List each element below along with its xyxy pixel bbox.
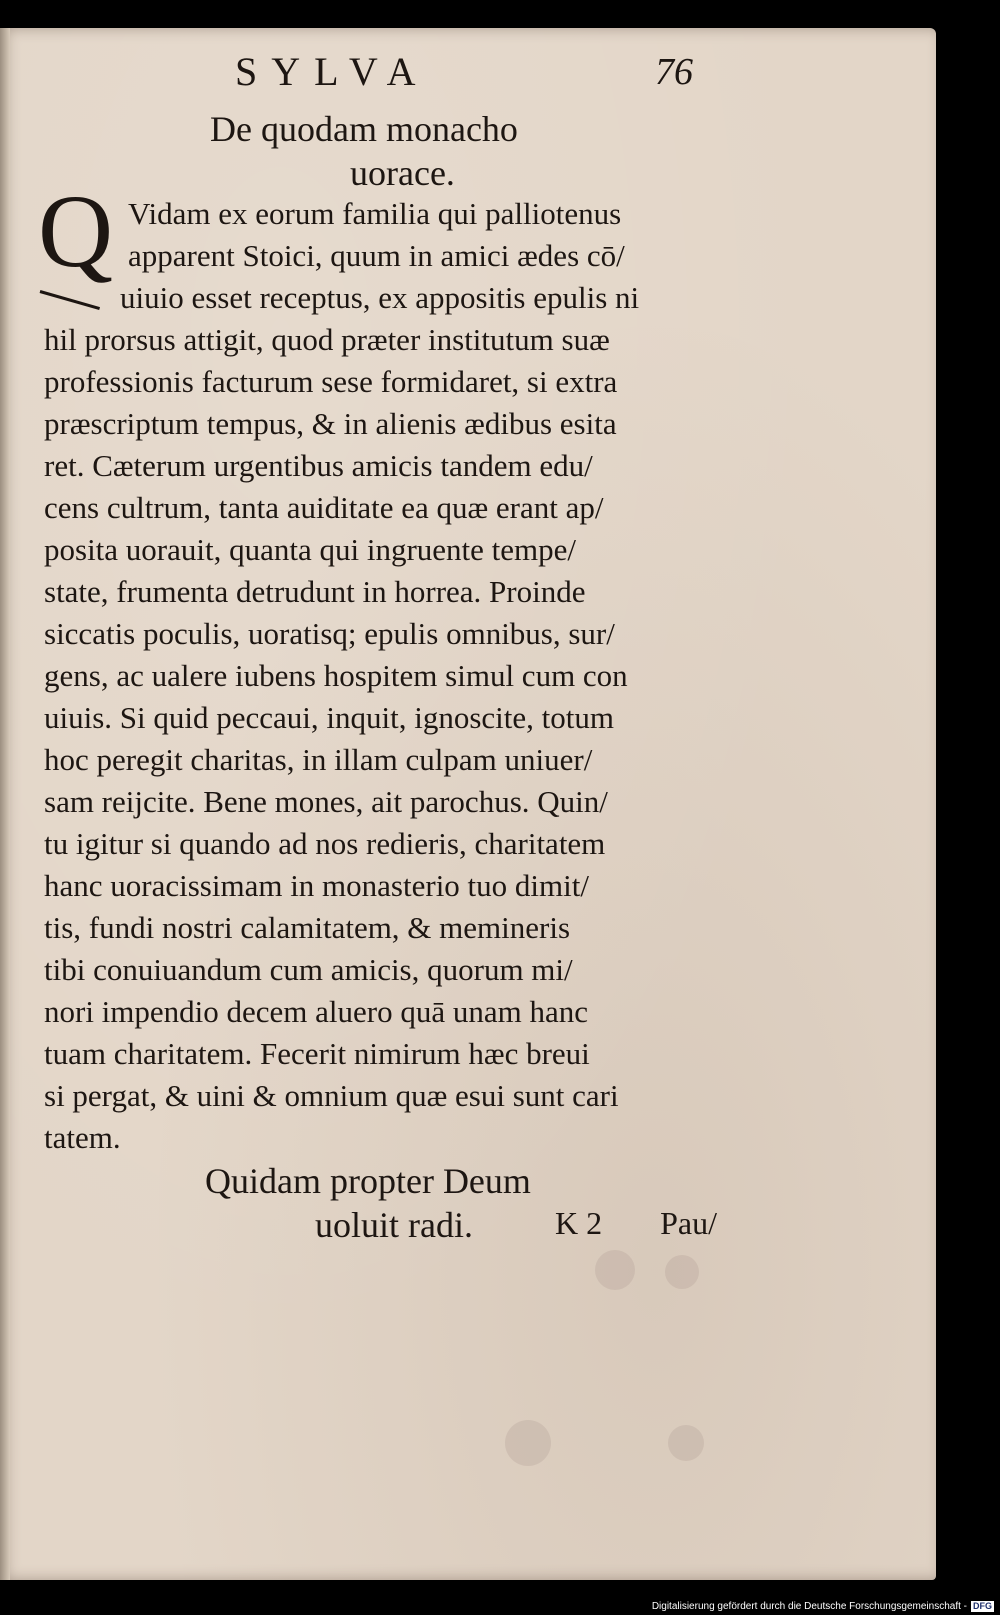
credit-text: Digitalisierung gefördert durch die Deutsche Forschungsgemeinschaft - (651, 1600, 967, 1612)
decorated-initial: Q (38, 174, 114, 289)
body-line: siccatis poculis, uoratisq; epulis omnibus, sur/ (44, 616, 615, 651)
body-line: hil prorsus attigit, quod præter institutum suæ (44, 322, 610, 357)
paper-stain (668, 1425, 704, 1461)
page-number: 76 (655, 51, 693, 93)
body-line: Vidam ex eorum familia qui palliotenus (128, 196, 622, 231)
signature-mark: K 2 (555, 1205, 603, 1241)
running-head: SYLVA (235, 49, 430, 94)
signature-line (555, 1205, 717, 1242)
body-line: uiuio esset receptus, ex appositis epulis ni (120, 280, 640, 315)
digitization-credit (652, 1599, 994, 1613)
body-line: hanc uoracissimam in monasterio tuo dimit/ (44, 868, 589, 903)
body-line: apparent Stoici, quum in amici ædes cō/ (128, 238, 625, 273)
dfg-logo: DFG (973, 1600, 992, 1611)
body-line: tu igitur si quando ad nos redieris, charitatem (44, 826, 606, 861)
page-edge (0, 28, 10, 1580)
next-heading-line-1: Quidam propter Deum (205, 1161, 531, 1201)
catchword: Pau/ (660, 1205, 717, 1241)
paper-stain (665, 1255, 699, 1289)
body-line: præscriptum tempus, & in alienis ædibus esita (44, 406, 617, 441)
body-line: si pergat, & uini & omnium quæ esui sunt cari (44, 1078, 619, 1113)
paper-stain (505, 1420, 551, 1466)
body-line: hoc peregit charitas, in illam culpam uniuer/ (44, 742, 593, 777)
body-line: nori impendio decem aluero quā unam hanc (44, 994, 589, 1029)
body-line: professionis facturum sese formidaret, si extra (44, 364, 618, 399)
body-line: cens cultrum, tanta auiditate ea quæ erant ap/ (44, 490, 604, 525)
body-line: posita uorauit, quanta qui ingruente tempe/ (44, 532, 577, 567)
body-line: uiuis. Si quid peccaui, inquit, ignoscite, totum (44, 700, 615, 735)
body-line: tatem. (44, 1120, 121, 1155)
paper-stain (595, 1250, 635, 1290)
body-line: tis, fundi nostri calamitatem, & memineris (44, 910, 571, 945)
body-line: tuam charitatem. Fecerit nimirum hæc breui (44, 1036, 590, 1071)
body-line: tibi conuiuandum cum amicis, quorum mi/ (44, 952, 573, 987)
body-line: ret. Cæterum urgentibus amicis tandem edu/ (44, 448, 593, 483)
body-line: state, frumenta detrudunt in horrea. Proinde (44, 574, 586, 609)
chapter-heading-line-1: De quodam monacho (210, 109, 518, 149)
next-heading-line-2: uoluit radi. (315, 1205, 473, 1245)
chapter-heading-line-2: uorace. (350, 153, 455, 193)
body-line: gens, ac ualere iubens hospitem simul cum con (44, 658, 628, 693)
body-line: sam reijcite. Bene mones, ait parochus. Quin/ (44, 784, 608, 819)
